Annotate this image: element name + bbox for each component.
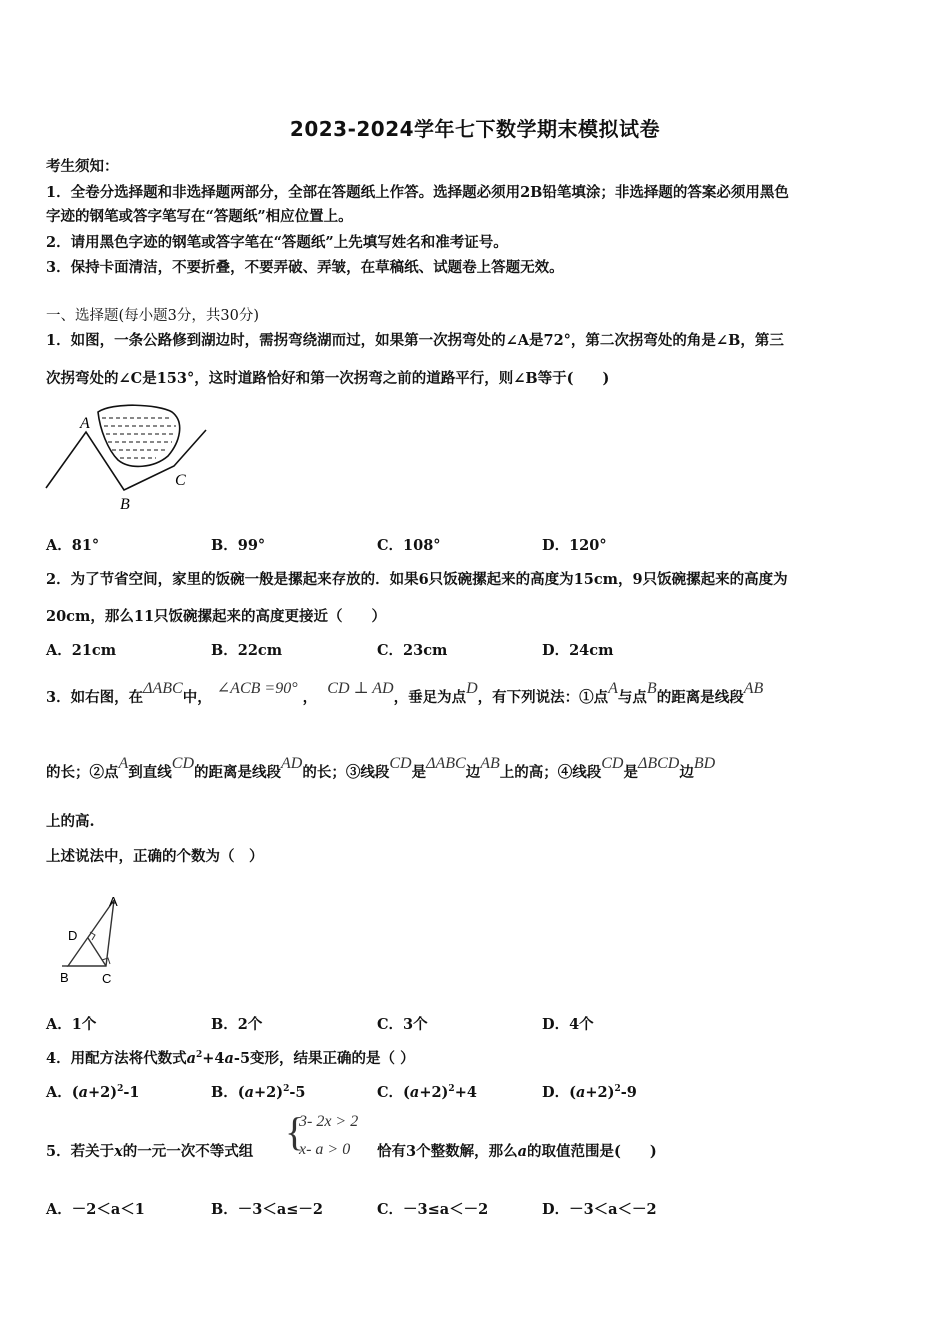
q3-text: 上的高；④线段 [499, 764, 602, 781]
q3-text: 的长；③线段 [302, 764, 390, 781]
q3-text: 到直线 [128, 764, 172, 781]
q3-math: AB [480, 755, 500, 772]
q2-option-a: A．21cm [46, 642, 117, 659]
q2-line-2: 20cm，那么11只饭碗摞起来的高度更接近（ ） [46, 608, 387, 625]
q3-math: ΔBCD [637, 755, 680, 772]
q2-option-c: C．23cm [377, 642, 448, 659]
q3-line-2 [46, 755, 716, 782]
q3-line-3: 上的高. [46, 813, 95, 830]
q5-inequality-1: 3- 2x > 2 [299, 1113, 359, 1130]
q4-var: a [224, 1050, 234, 1067]
q5-brace: { [285, 1109, 305, 1154]
notice-line-2: 2．请用黑色字迹的钢笔或答字笔在“答题纸”上先填写姓名和准考证号。 [46, 234, 508, 251]
section-heading: 一、选择题(每小题3分，共30分) [46, 308, 259, 324]
q4-line [46, 1047, 415, 1068]
q5-option-a: A．－2＜a＜1 [46, 1201, 145, 1218]
label-b: B [60, 970, 69, 985]
q3-math: A [608, 680, 618, 697]
page-title: 2023-2024学年七下数学期末模拟试卷 [289, 117, 661, 141]
q3-text: 与点 [617, 689, 647, 706]
q3-math: CD [171, 755, 195, 772]
q1-line-1: 1．如图，一条公路修到湖边时，需拐弯绕湖而过，如果第一次拐弯处的∠A是72°，第二次拐弯处的角是∠B，第三 [46, 332, 784, 349]
q4-option-d: D．$(a+2)^2-9$ [542, 1084, 637, 1101]
label-a: A [109, 894, 118, 909]
q3-math: ΔABC [426, 755, 466, 772]
label-c: C [175, 472, 186, 489]
lake-shape [98, 405, 180, 466]
q3-text: ， [302, 689, 318, 706]
notice-line-1b: 字迹的钢笔或答字笔写在“答题纸”相应位置上。 [46, 208, 353, 225]
q3-text: 边 [465, 764, 481, 781]
q5-var-a: a [517, 1143, 527, 1160]
q5-var-x: x [114, 1143, 123, 1160]
q3-line-1 [46, 680, 764, 707]
q4-option-b: B．$(a+2)^2-5$ [211, 1084, 306, 1101]
q3-math: D [466, 680, 478, 697]
q3-math: AD [281, 755, 303, 772]
label-c: C [102, 971, 112, 986]
q5-option-b: B．－3＜a≤－2 [211, 1201, 323, 1218]
segment-cd [88, 938, 106, 966]
q3-text: 中， [182, 689, 212, 706]
q3-text: ，垂足为点 [393, 689, 467, 706]
q2-line-1: 2．为了节省空间，家里的饭碗一般是摞起来存放的．如果6只饭碗摞起来的高度为15cm，9只饭碗摞起来的高度为 [46, 571, 788, 588]
q3-text: 是 [623, 764, 638, 781]
q4-sup: 2 [196, 1050, 203, 1061]
q3-text: 边 [679, 764, 694, 781]
lake-hatching [102, 418, 176, 458]
q5-text-pre: 5．若关于x的一元一次不等式组 [46, 1143, 254, 1160]
q1-option-d: D．120° [542, 537, 607, 554]
q3-math: ΔABC [143, 680, 183, 697]
q5-inequality-2: x- a > 0 [299, 1141, 351, 1158]
q3-text: 的距离是线段 [656, 689, 744, 706]
q3-math: B [646, 680, 657, 697]
q3-option-c: C．3个 [377, 1016, 428, 1033]
q5-text-post: 恰有3个整数解，那么a的取值范围是( ) [377, 1143, 657, 1160]
q3-text: 3．如右图，在 [46, 689, 144, 706]
q3-text: ，有下列说法：①点 [477, 689, 609, 706]
q3-text: 的距离是线段 [194, 764, 282, 781]
q5-option-c: C．－3≤a＜－2 [377, 1201, 489, 1218]
q3-text: 的长；②点 [46, 764, 119, 781]
q3-line-4: 上述说法中，正确的个数为（ ） [46, 848, 264, 865]
q4-option-c: C．$(a+2)^2+4$ [377, 1084, 477, 1101]
q1-option-a: A．81° [46, 537, 100, 554]
q1-road-figure [40, 400, 220, 515]
q3-math: CD [601, 755, 624, 772]
q3-math: AB [743, 680, 764, 697]
q1-option-b: B．99° [211, 537, 266, 554]
q3-math: BD [693, 755, 716, 772]
label-a: A [80, 415, 90, 432]
notice-line-3: 3．保持卡面清洁，不要折叠，不要弄破、弄皱，在草稿纸、试题卷上答题无效。 [46, 259, 564, 276]
q3-math: A [118, 755, 129, 772]
notice-header: 考生须知： [46, 158, 119, 175]
q4-text: 4．用配方法将代数式 [46, 1050, 187, 1067]
q4-text: +4 [202, 1050, 225, 1067]
notice-line-1: 1．全卷分选择题和非选择题两部分，全部在答题纸上作答。选择题必须用2B铅笔填涂；非选择题的答案必须用黑色 [46, 184, 789, 201]
q3-math: CD ⊥ AD [327, 680, 394, 697]
q3-math: ∠ACB =90° [216, 680, 298, 697]
q2-option-b: B．22cm [211, 642, 283, 659]
q3-option-a: A．1个 [46, 1016, 97, 1033]
label-d: D [68, 928, 78, 943]
q4-text: -5变形，结果正确的是（ ） [233, 1050, 415, 1067]
q3-math: CD [389, 755, 412, 772]
label-b: B [120, 496, 130, 513]
q3-triangle-figure [44, 888, 144, 993]
q4-option-a: A．$(a+2)^2-1$ [46, 1084, 140, 1101]
q4-var: a [186, 1050, 196, 1067]
q1-option-c: C．108° [377, 537, 441, 554]
q2-option-d: D．24cm [542, 642, 614, 659]
q5-option-d: D．－3＜a＜－2 [542, 1201, 657, 1218]
q1-line-2: 次拐弯处的∠C是153°，这时道路恰好和第一次拐弯之前的道路平行，则∠B等于( ) [46, 370, 610, 387]
q3-text: 是 [411, 764, 427, 781]
q3-option-b: B．2个 [211, 1016, 263, 1033]
q3-option-d: D．4个 [542, 1016, 594, 1033]
